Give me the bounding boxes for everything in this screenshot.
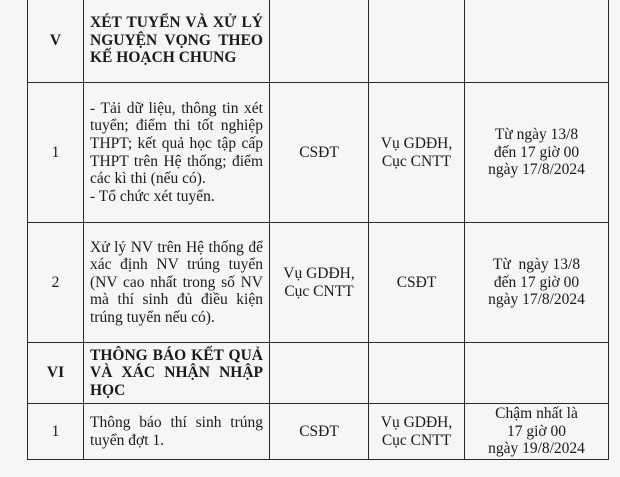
- section-row-v: [28, 0, 609, 83]
- task-line: Thông báo thí sinh trúng tuyển đợt 1.: [90, 413, 263, 449]
- time-line: ngày 17/8/2024: [488, 291, 585, 309]
- empty-cell: [270, 0, 369, 83]
- time-line: Chậm nhất là: [495, 405, 578, 423]
- lead-unit: Vụ GDĐH, Cục CNTT: [270, 223, 369, 343]
- time-line: 17 giờ 00: [506, 422, 566, 440]
- coordinating-unit: CSĐT: [369, 223, 465, 343]
- empty-cell: [369, 0, 465, 83]
- task-description: [84, 223, 270, 343]
- coordinating-unit: Vụ GDĐH, Cục CNTT: [369, 404, 465, 460]
- empty-cell: [369, 343, 465, 404]
- time-line: Từ ngày 13/8: [494, 126, 579, 144]
- task-row: [28, 83, 609, 223]
- time-line: Từ ngày 13/8: [492, 256, 581, 274]
- task-row: [28, 404, 609, 460]
- task-description: [84, 404, 270, 460]
- task-description: [84, 83, 270, 223]
- section-number: V: [28, 0, 84, 83]
- coordinating-unit: Vụ GDĐH, Cục CNTT: [369, 83, 465, 223]
- time-frame: [465, 223, 609, 343]
- task-line: - Tổ chức xét tuyển.: [90, 187, 215, 205]
- empty-cell: [465, 343, 609, 404]
- time-line: đến 17 giờ 00: [493, 143, 580, 161]
- task-row: [28, 223, 609, 343]
- admission-schedule-table: [27, 0, 609, 460]
- time-line: ngày 19/8/2024: [488, 440, 585, 458]
- time-line: đến 17 giờ 00: [493, 273, 580, 291]
- section-title: THÔNG BÁO KẾT QUẢ VÀ XÁC NHẬN NHẬP HỌC: [84, 343, 270, 404]
- task-number: 1: [28, 83, 84, 223]
- section-number: VI: [28, 343, 84, 404]
- time-frame: [465, 404, 609, 460]
- empty-cell: [270, 343, 369, 404]
- task-number: 1: [28, 404, 84, 460]
- task-line: - Tải dữ liệu, thông tin xét tuyển; điểm thi tốt nghiệp THPT; kết quả học tập cấp THPT trên Hệ thống; điểm các kì thi (nếu có).: [90, 99, 263, 188]
- section-title: XÉT TUYỂN VÀ XỬ LÝ NGUYỆN VỌNG THEO KẾ HOẠCH CHUNG: [84, 0, 270, 83]
- time-line: ngày 17/8/2024: [488, 161, 585, 179]
- lead-unit: CSĐT: [270, 83, 369, 223]
- task-line: Xử lý NV trên Hệ thống để xác định NV trúng tuyển (NV cao nhất trong số NV mà thí sinh đủ điều kiện trúng tuyển nếu có).: [90, 238, 263, 326]
- time-frame: [465, 83, 609, 223]
- section-row-vi: [28, 343, 609, 404]
- task-number: 2: [28, 223, 84, 343]
- lead-unit: CSĐT: [270, 404, 369, 460]
- empty-cell: [465, 0, 609, 83]
